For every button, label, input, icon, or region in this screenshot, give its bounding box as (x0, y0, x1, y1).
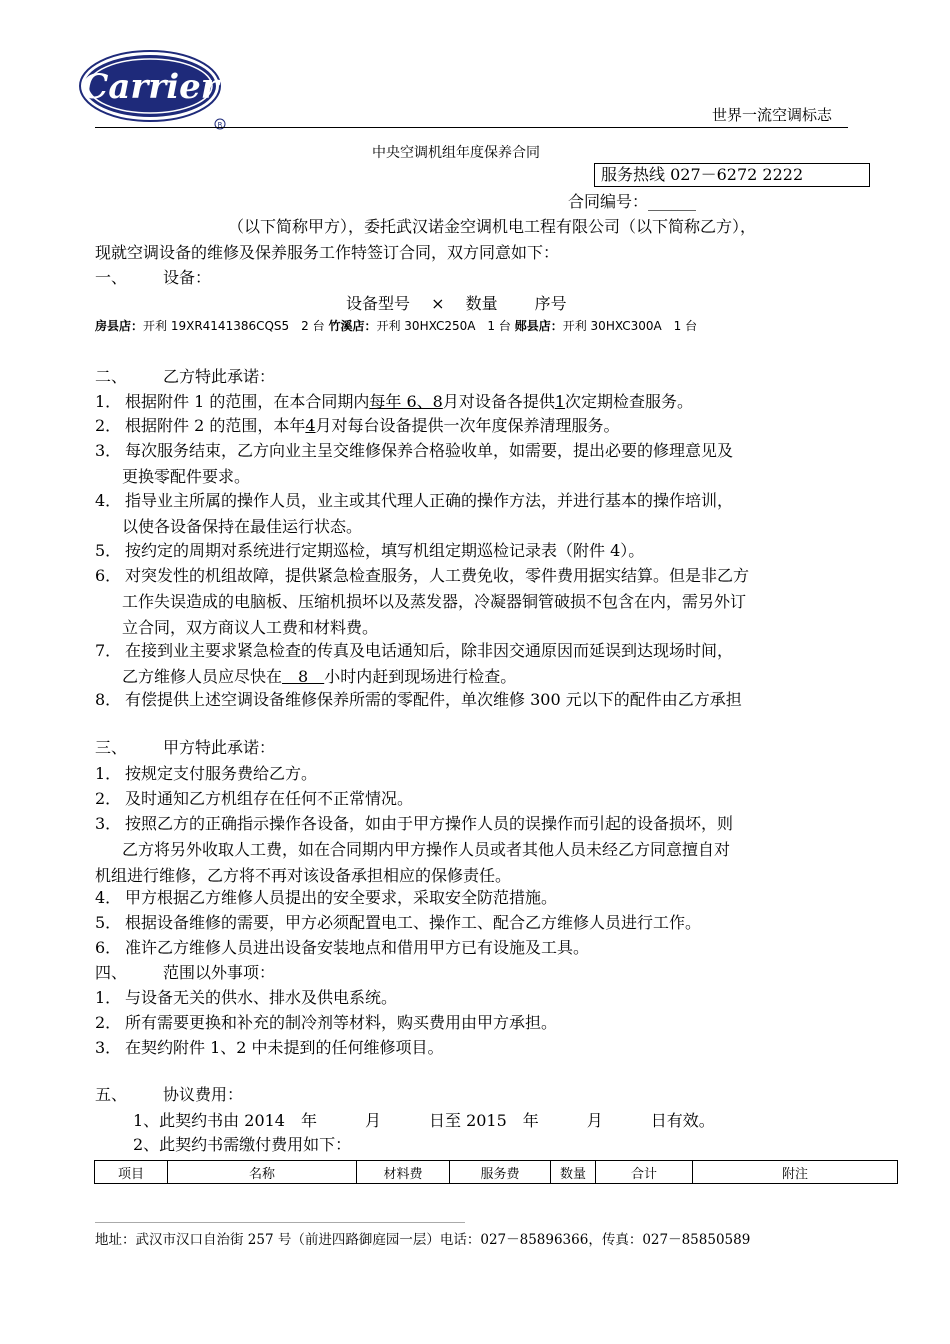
validity-line: 1、此契约书由 2014 年 月 日至 2015 年 月 日有效。 (133, 1111, 715, 1130)
table-header-cell: 数量 (551, 1161, 596, 1184)
section-title: 乙方特此承诺： (163, 367, 276, 386)
intro-line-2: 现就空调设备的维修及保养服务工作特签订合同，双方同意如下： (95, 243, 560, 262)
document-title: 中央空调机组年度保养合同 (372, 145, 540, 161)
carrier-logo (78, 48, 233, 132)
list-item: 1． 按规定支付服务费给乙方。 (95, 764, 318, 783)
section-number: 二、 (95, 367, 128, 386)
store-label: 竹溪店： (328, 319, 377, 333)
list-item: 4． 甲方根据乙方维修人员提出的安全要求，采取安全防范措施。 (95, 888, 558, 907)
table-header-cell: 项目 (95, 1161, 168, 1184)
store-label: 房县店： (95, 319, 144, 333)
list-item: 3． 按照乙方的正确指示操作各设备，如由于甲方操作人员的误操作而引起的设备损坏，则 乙方将另外收取人工费，如在合同期内甲方操作人员或者其他人员未经乙方同意擅自对 机组进行维修，乙方将不再对该设备承担相应的保修责任。 (95, 814, 734, 885)
list-item: 2． 所有需要更换和补充的制冷剂等材料，购买费用由甲方承担。 (95, 1013, 558, 1032)
carrier-logo-graphic (78, 48, 233, 132)
section-1-heading (95, 267, 211, 289)
section-3-heading: 三、 甲方特此承诺： (95, 738, 276, 757)
intro-line-1: （以下简称甲方），委托武汉诺金空调机电工程有限公司（以下简称乙方）， (228, 217, 757, 236)
list-item: 3． 在契约附件 1、2 中未提到的任何维修项目。 (95, 1038, 444, 1057)
section-number: 一、 (95, 268, 128, 287)
list-item: 1． 根据附件 1 的范围，在本合同期内每年 6、8月对设备各提供1次定期检查服务。 (95, 392, 694, 411)
store-value: 开利 30HXC250A 1 台 (376, 319, 511, 333)
section-5-heading: 五、 协议费用： (95, 1085, 244, 1104)
equipment-list (95, 317, 697, 334)
list-item: 2． 根据附件 2 的范围，本年4月对每台设备提供一次年度保养清理服务。 (95, 416, 620, 435)
section-2-heading (95, 366, 275, 388)
contract-number: 合同编号：______ (568, 192, 697, 211)
list-item: 6． 准许乙方维修人员进出设备安装地点和借用甲方已有设施及工具。 (95, 938, 590, 957)
list-item: 5． 根据设备维修的需要，甲方必须配置电工、操作工、配合乙方维修人员进行工作。 (95, 913, 702, 932)
slogan: 世界一流空调标志 (712, 106, 833, 124)
fee-table (94, 1160, 898, 1184)
list-item: 3． 每次服务结束，乙方向业主呈交维修保养合格验收单，如需要，提出必要的修理意见及 更换零配件要求。 (95, 441, 734, 486)
svg-text:R: R (217, 121, 223, 129)
table-header-cell: 材料费 (357, 1161, 450, 1184)
list-item: 1． 与设备无关的供水、排水及供电系统。 (95, 988, 398, 1007)
store-label: 郧县店： (514, 319, 563, 333)
equipment-table-header: 设备型号 × 数量 序号 (346, 294, 567, 313)
section-4-heading: 四、 范围以外事项： (95, 963, 276, 982)
list-item: 5． 按约定的周期对系统进行定期巡检，填写机组定期巡检记录表（附件 4）。 (95, 541, 645, 560)
footer-divider (95, 1222, 465, 1223)
table-header-cell: 名称 (168, 1161, 357, 1184)
hotline-box: 服务热线 027－6272 2222 (594, 163, 870, 187)
list-item: 7． 在接到业主要求紧急检查的传真及电话通知后，除非因交通原因而延误到达现场时间， 乙方维修人员应尽快在 8 小时内赶到现场进行检查。 (95, 641, 734, 686)
section-title: 设备： (163, 268, 212, 287)
logo-text: Carrier (81, 67, 219, 107)
store-value: 开利 19XR4141386CQS5 2 台 (143, 319, 325, 333)
table-header-cell: 服务费 (450, 1161, 551, 1184)
table-header-row (95, 1161, 898, 1184)
table-header-cell: 附注 (693, 1161, 898, 1184)
header-divider (95, 127, 848, 128)
list-item: 8． 有偿提供上述空调设备维修保养所需的零配件，单次维修 300 元以下的配件由乙方承担 (95, 690, 742, 709)
footer-address: 地址：武汉市汉口自治街 257 号（前进四路御庭园一层）电话：027－85896366，传真：027－85850589 (95, 1232, 751, 1248)
fees-line: 2、此契约书需缴付费用如下： (133, 1135, 352, 1154)
store-value: 开利 30HXC300A 1 台 (562, 319, 698, 333)
table-header-cell: 合计 (596, 1161, 693, 1184)
list-item: 2． 及时通知乙方机组存在任何不正常情况。 (95, 789, 414, 808)
list-item: 6． 对突发性的机组故障，提供紧急检查服务，人工费免收，零件费用据实结算。但是非乙方 工作失误造成的电脑板、压缩机损坏以及蒸发器，冷凝器铜管破损不包含在内，需另外订 立合同，双方商议人工费和材料费。 (95, 566, 750, 637)
list-item: 4． 指导业主所属的操作人员，业主或其代理人正确的操作方法，并进行基本的操作培训， 以使各设备保持在最佳运行状态。 (95, 491, 734, 536)
